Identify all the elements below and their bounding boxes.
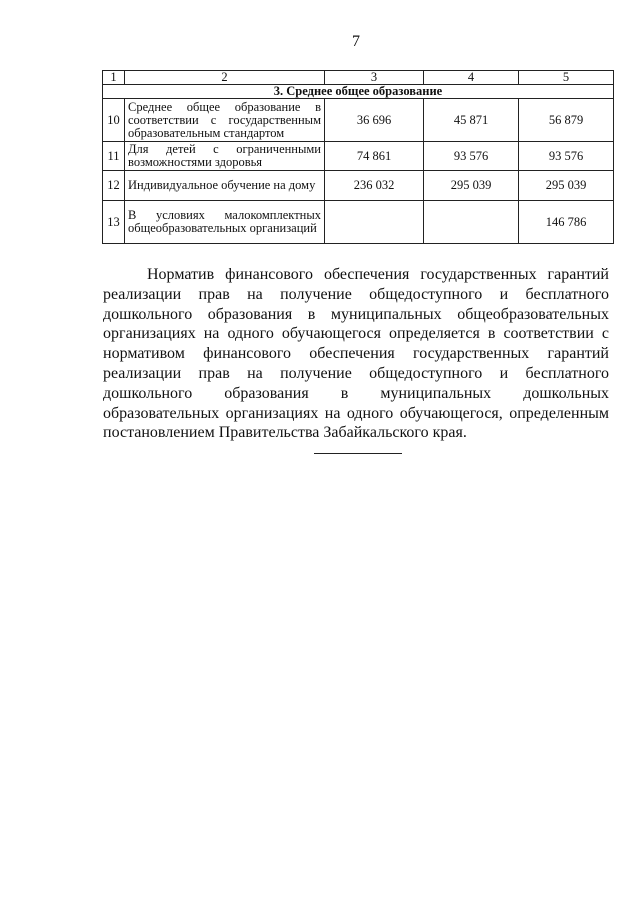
table-header-row: [103, 71, 614, 85]
row-number: 11: [103, 142, 125, 171]
value-col-5: 56 879: [519, 99, 614, 142]
row-description: Для детей с ограниченными возможностями здоровья: [125, 142, 325, 171]
table-row: [103, 99, 614, 142]
value-col-5: 295 039: [519, 171, 614, 201]
value-col-4: 295 039: [424, 171, 519, 201]
end-divider: [314, 453, 402, 454]
value-col-4: [424, 201, 519, 244]
body-paragraph: Норматив финансового обеспечения государственных гарантий реализации прав на получение общедоступного и бесплатного дошкольного образования в муниципальных общеобразовательных организациях на одного обучающегося определяется в соответствии с нормативом финансового обеспечения государственных гарантий реализации прав на получение общедоступного и бесплатного дошкольного образования в муниципальных дошкольных образовательных организациях на одного обучающегося, определенным постановлением Правительства Забайкальского края.: [103, 266, 609, 442]
header-cell: 5: [519, 71, 614, 85]
value-col-5: 146 786: [519, 201, 614, 244]
value-col-3: 36 696: [325, 99, 424, 142]
norm-table: [102, 70, 614, 244]
value-col-3: [325, 201, 424, 244]
table-row: [103, 201, 614, 244]
row-description: Индивидуальное обучение на дому: [125, 171, 325, 201]
row-number: 13: [103, 201, 125, 244]
row-number: 10: [103, 99, 125, 142]
section-row: [103, 85, 614, 99]
section-title: 3. Среднее общее образование: [103, 85, 614, 99]
header-cell: 3: [325, 71, 424, 85]
table-row: [103, 142, 614, 171]
value-col-3: 74 861: [325, 142, 424, 171]
row-description: В условиях малокомплектных общеобразовательных организаций: [125, 201, 325, 244]
value-col-4: 93 576: [424, 142, 519, 171]
value-col-3: 236 032: [325, 171, 424, 201]
row-number: 12: [103, 171, 125, 201]
table-row: [103, 171, 614, 201]
value-col-4: 45 871: [424, 99, 519, 142]
row-description: Среднее общее образование в соответствии с государственным образовательным стандартом: [125, 99, 325, 142]
page-number: 7: [352, 33, 360, 50]
header-cell: 2: [125, 71, 325, 85]
header-cell: 1: [103, 71, 125, 85]
header-cell: 4: [424, 71, 519, 85]
value-col-5: 93 576: [519, 142, 614, 171]
